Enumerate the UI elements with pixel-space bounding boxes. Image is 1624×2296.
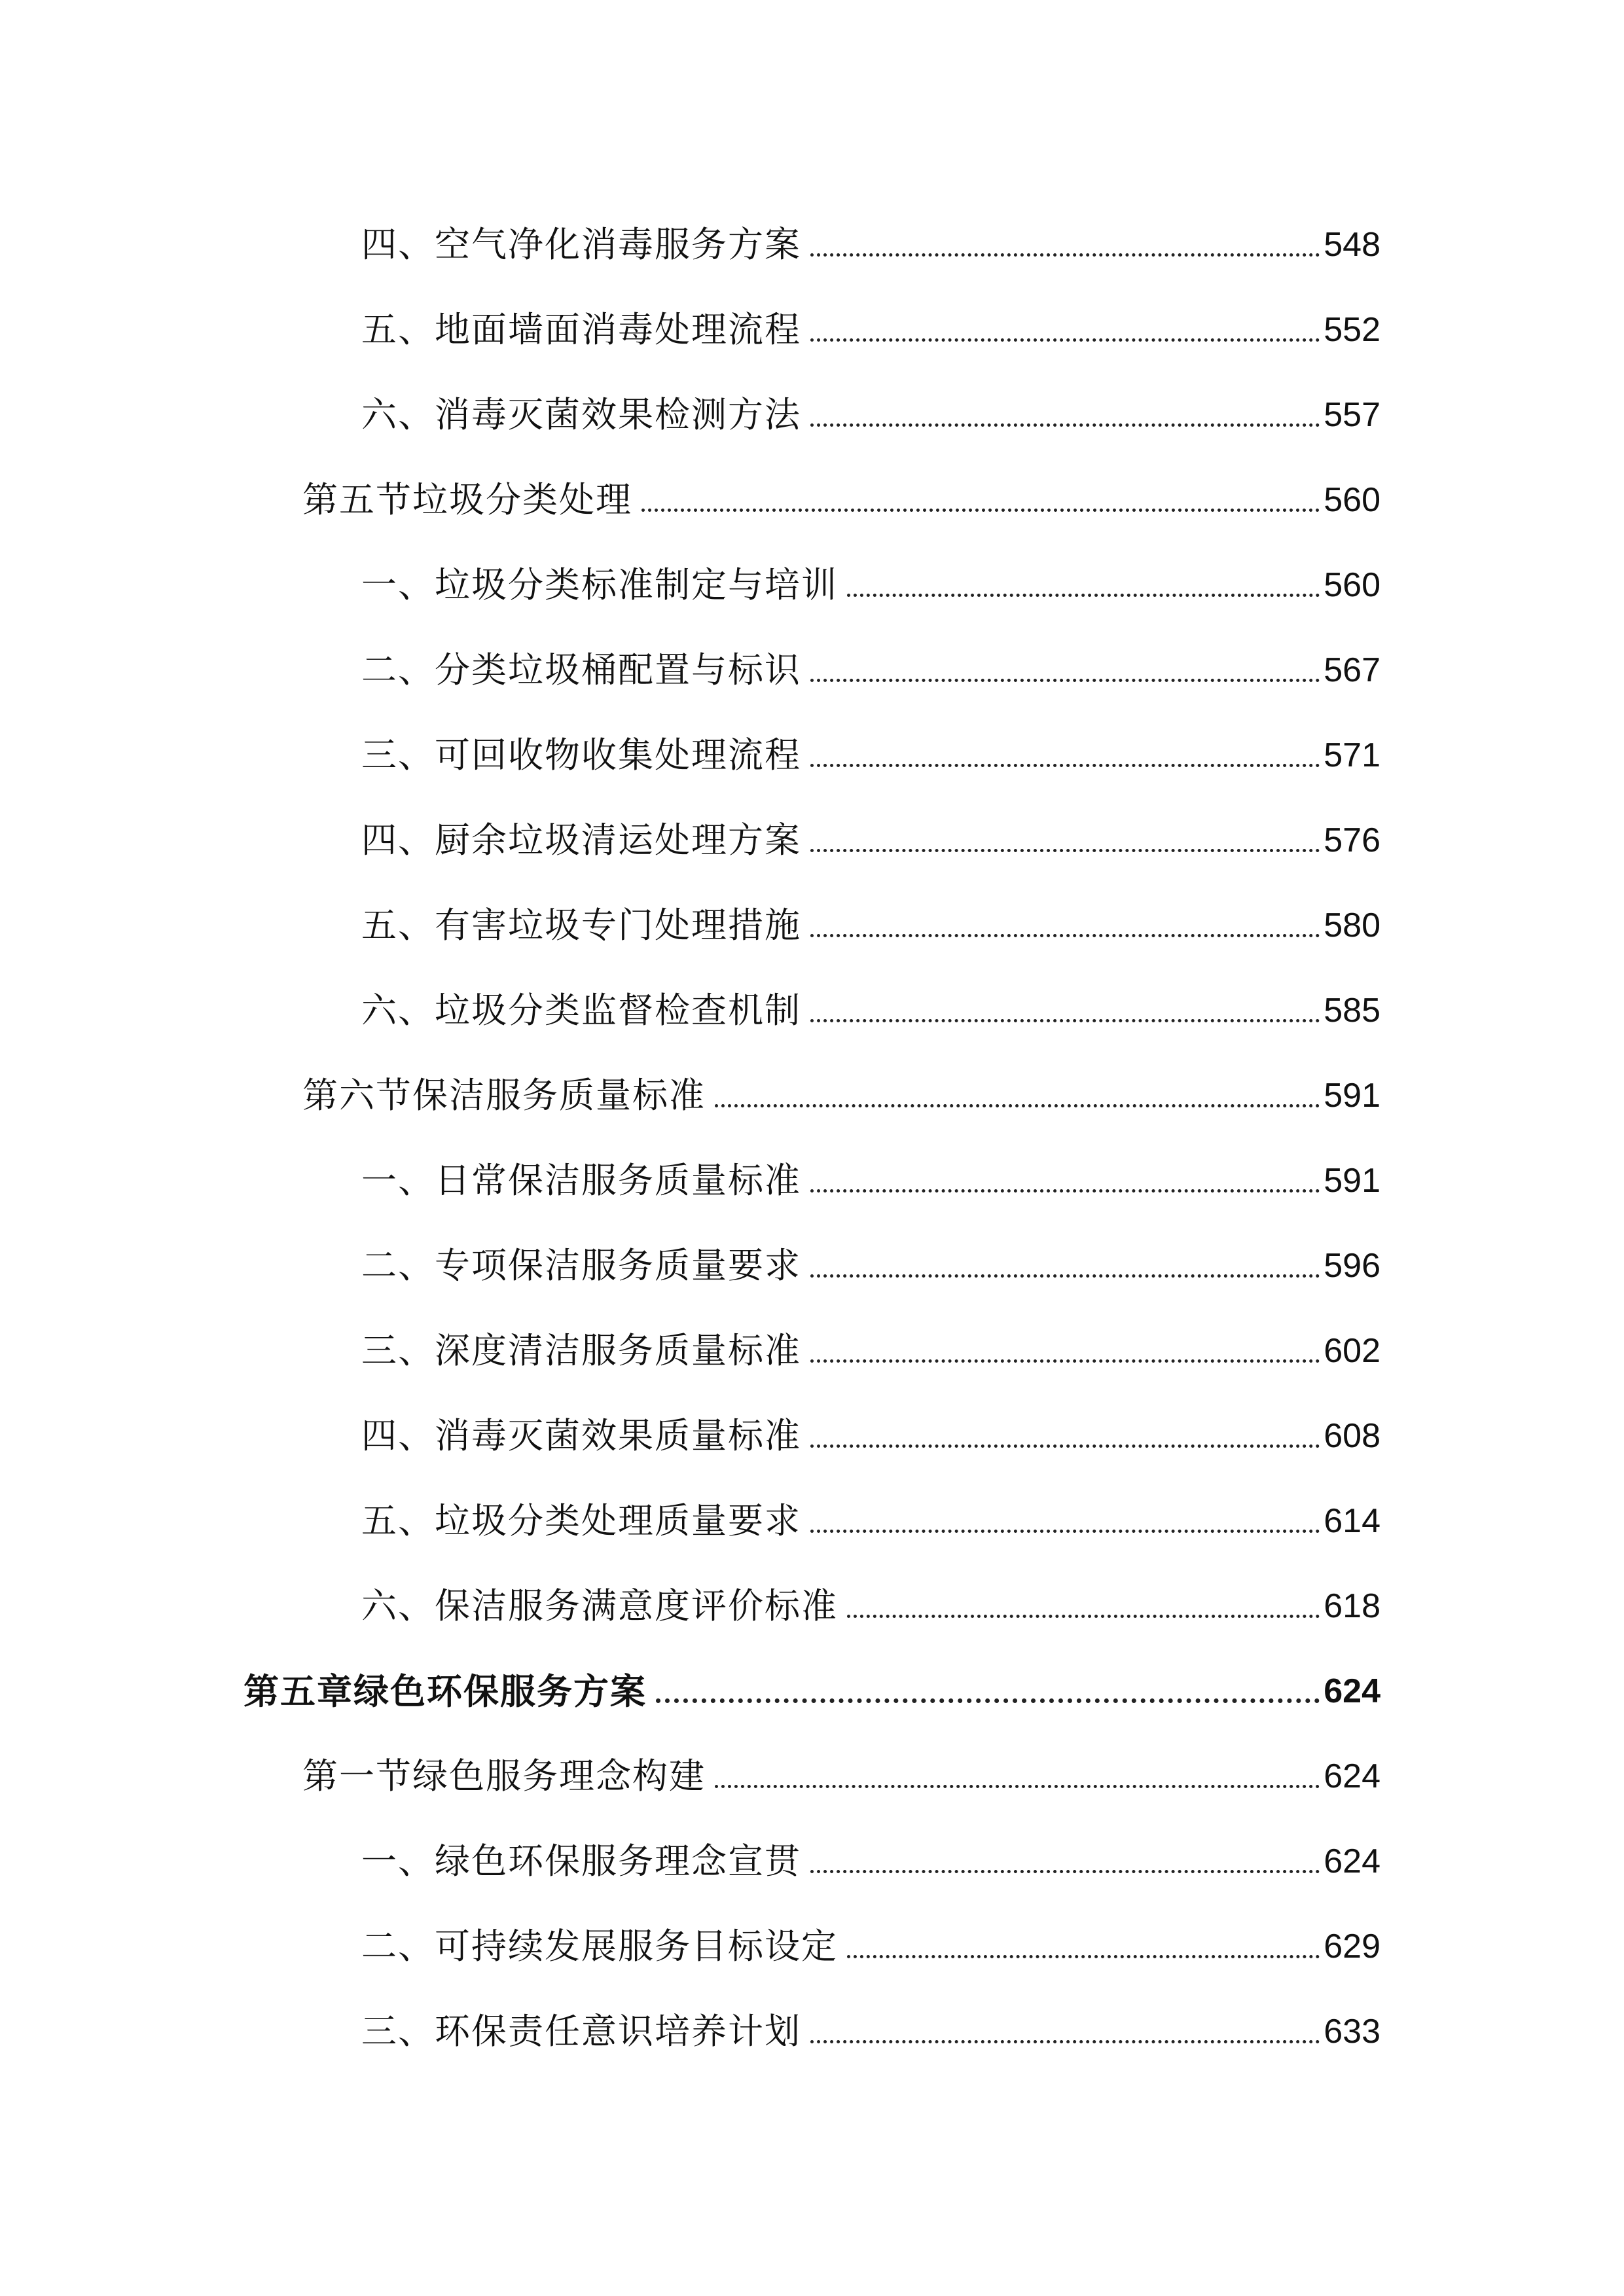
- toc-entry[interactable]: [361, 1149, 1380, 1202]
- toc-entry[interactable]: [361, 384, 1380, 436]
- toc-entry[interactable]: [361, 809, 1380, 861]
- toc-dot-leader: [810, 338, 1320, 342]
- toc-dot-leader: [847, 594, 1320, 597]
- toc-entry-page: 624: [1324, 1672, 1380, 1710]
- toc-section-entry[interactable]: [302, 1745, 1380, 1797]
- toc-dot-leader: [847, 1955, 1320, 1958]
- toc-entry-page: 580: [1324, 906, 1380, 944]
- toc-entry-title: 三、深度清洁服务质量标准: [361, 1330, 801, 1371]
- toc-dot-leader: [810, 2040, 1320, 2043]
- toc-dot-leader: [641, 509, 1320, 512]
- toc-entry[interactable]: [361, 298, 1380, 351]
- toc-entry[interactable]: [361, 2000, 1380, 2053]
- toc-entry-title: 六、垃圾分类监督检查机制: [361, 990, 801, 1031]
- toc-entry-page: 560: [1324, 566, 1380, 604]
- toc-dot-leader: [810, 1530, 1320, 1533]
- toc-dot-leader: [810, 679, 1320, 682]
- toc-entry-page: 591: [1324, 1077, 1380, 1115]
- toc-entry[interactable]: [361, 979, 1380, 1031]
- toc-entry-page: 618: [1324, 1587, 1380, 1625]
- toc-entry-title: 三、可回收物收集处理流程: [361, 734, 801, 776]
- toc-entry-page: 576: [1324, 821, 1380, 859]
- toc-entry-page: 591: [1324, 1162, 1380, 1200]
- toc-entry-title: 第五节垃圾分类处理: [302, 479, 632, 520]
- toc-entry[interactable]: [361, 1830, 1380, 1882]
- toc-entry-page: 552: [1324, 311, 1380, 349]
- toc-dot-leader: [810, 1359, 1320, 1363]
- toc-dot-leader: [847, 1615, 1320, 1618]
- toc-section-entry[interactable]: [302, 1064, 1380, 1117]
- toc-entry-page: 557: [1324, 396, 1380, 434]
- toc-entry-title: 四、厨余垃圾清运处理方案: [361, 819, 801, 861]
- toc-entry-title: 五、地面墙面消毒处理流程: [361, 309, 801, 350]
- toc-section-entry[interactable]: [302, 469, 1380, 521]
- toc-entry-title: 一、日常保洁服务质量标准: [361, 1160, 801, 1201]
- toc-entry[interactable]: [361, 1319, 1380, 1372]
- toc-entry-title: 四、空气净化消毒服务方案: [361, 224, 801, 265]
- toc-entry-page: 571: [1324, 736, 1380, 774]
- toc-dot-leader: [810, 1274, 1320, 1278]
- toc-dot-leader: [810, 253, 1320, 257]
- toc-entry[interactable]: [361, 639, 1380, 691]
- toc-entry-page: 629: [1324, 1928, 1380, 1965]
- toc-entry-page: 560: [1324, 481, 1380, 519]
- toc-entry[interactable]: [361, 554, 1380, 606]
- toc-dot-leader: [810, 1870, 1320, 1873]
- toc-entry[interactable]: [361, 894, 1380, 946]
- toc-dot-leader: [810, 1189, 1320, 1193]
- toc-dot-leader: [656, 1698, 1320, 1703]
- toc-chapter-entry[interactable]: [244, 1660, 1380, 1712]
- toc-entry-title: 第一节绿色服务理念构建: [302, 1755, 706, 1797]
- toc-dot-leader: [810, 934, 1320, 937]
- toc-entry-title: 第五章绿色环保服务方案: [244, 1670, 647, 1712]
- toc-entry-title: 五、有害垃圾专门处理措施: [361, 905, 801, 946]
- toc-dot-leader: [810, 764, 1320, 767]
- toc-entry[interactable]: [361, 213, 1380, 266]
- toc-entry-title: 三、环保责任意识培养计划: [361, 2011, 801, 2052]
- toc-dot-leader: [810, 1444, 1320, 1448]
- toc-entry-page: 548: [1324, 226, 1380, 264]
- toc-entry[interactable]: [361, 1915, 1380, 1967]
- toc-entry[interactable]: [361, 1234, 1380, 1287]
- toc-entry-page: 624: [1324, 1757, 1380, 1795]
- toc-entry-page: 633: [1324, 2013, 1380, 2051]
- toc-entry-title: 第六节保洁服务质量标准: [302, 1075, 706, 1116]
- toc-entry-title: 六、保洁服务满意度评价标准: [361, 1585, 838, 1626]
- toc-entry-title: 一、绿色环保服务理念宣贯: [361, 1840, 801, 1882]
- toc-dot-leader: [810, 423, 1320, 427]
- toc-entry[interactable]: [361, 1490, 1380, 1542]
- toc-entry-title: 二、可持续发展服务目标设定: [361, 1926, 838, 1967]
- toc-dot-leader: [810, 1019, 1320, 1022]
- toc-entry-page: 596: [1324, 1247, 1380, 1285]
- toc-entry-page: 614: [1324, 1502, 1380, 1540]
- toc-entry-title: 六、消毒灭菌效果检测方法: [361, 394, 801, 435]
- toc-dot-leader: [810, 849, 1320, 852]
- toc-entry-title: 二、专项保洁服务质量要求: [361, 1245, 801, 1286]
- toc-entry-page: 602: [1324, 1332, 1380, 1370]
- toc-dot-leader: [715, 1104, 1320, 1107]
- toc-entry-title: 二、分类垃圾桶配置与标识: [361, 649, 801, 691]
- toc-entry[interactable]: [361, 724, 1380, 776]
- toc-entry-page: 567: [1324, 651, 1380, 689]
- toc-dot-leader: [715, 1785, 1320, 1788]
- toc-entry[interactable]: [361, 1575, 1380, 1627]
- toc-entry-title: 一、垃圾分类标准制定与培训: [361, 564, 838, 605]
- toc-entry-page: 585: [1324, 992, 1380, 1030]
- toc-entry-page: 624: [1324, 1842, 1380, 1880]
- toc-entry-page: 608: [1324, 1417, 1380, 1455]
- toc-entry-title: 五、垃圾分类处理质量要求: [361, 1500, 801, 1541]
- toc-entry-title: 四、消毒灭菌效果质量标准: [361, 1415, 801, 1456]
- toc-entry[interactable]: [361, 1405, 1380, 1457]
